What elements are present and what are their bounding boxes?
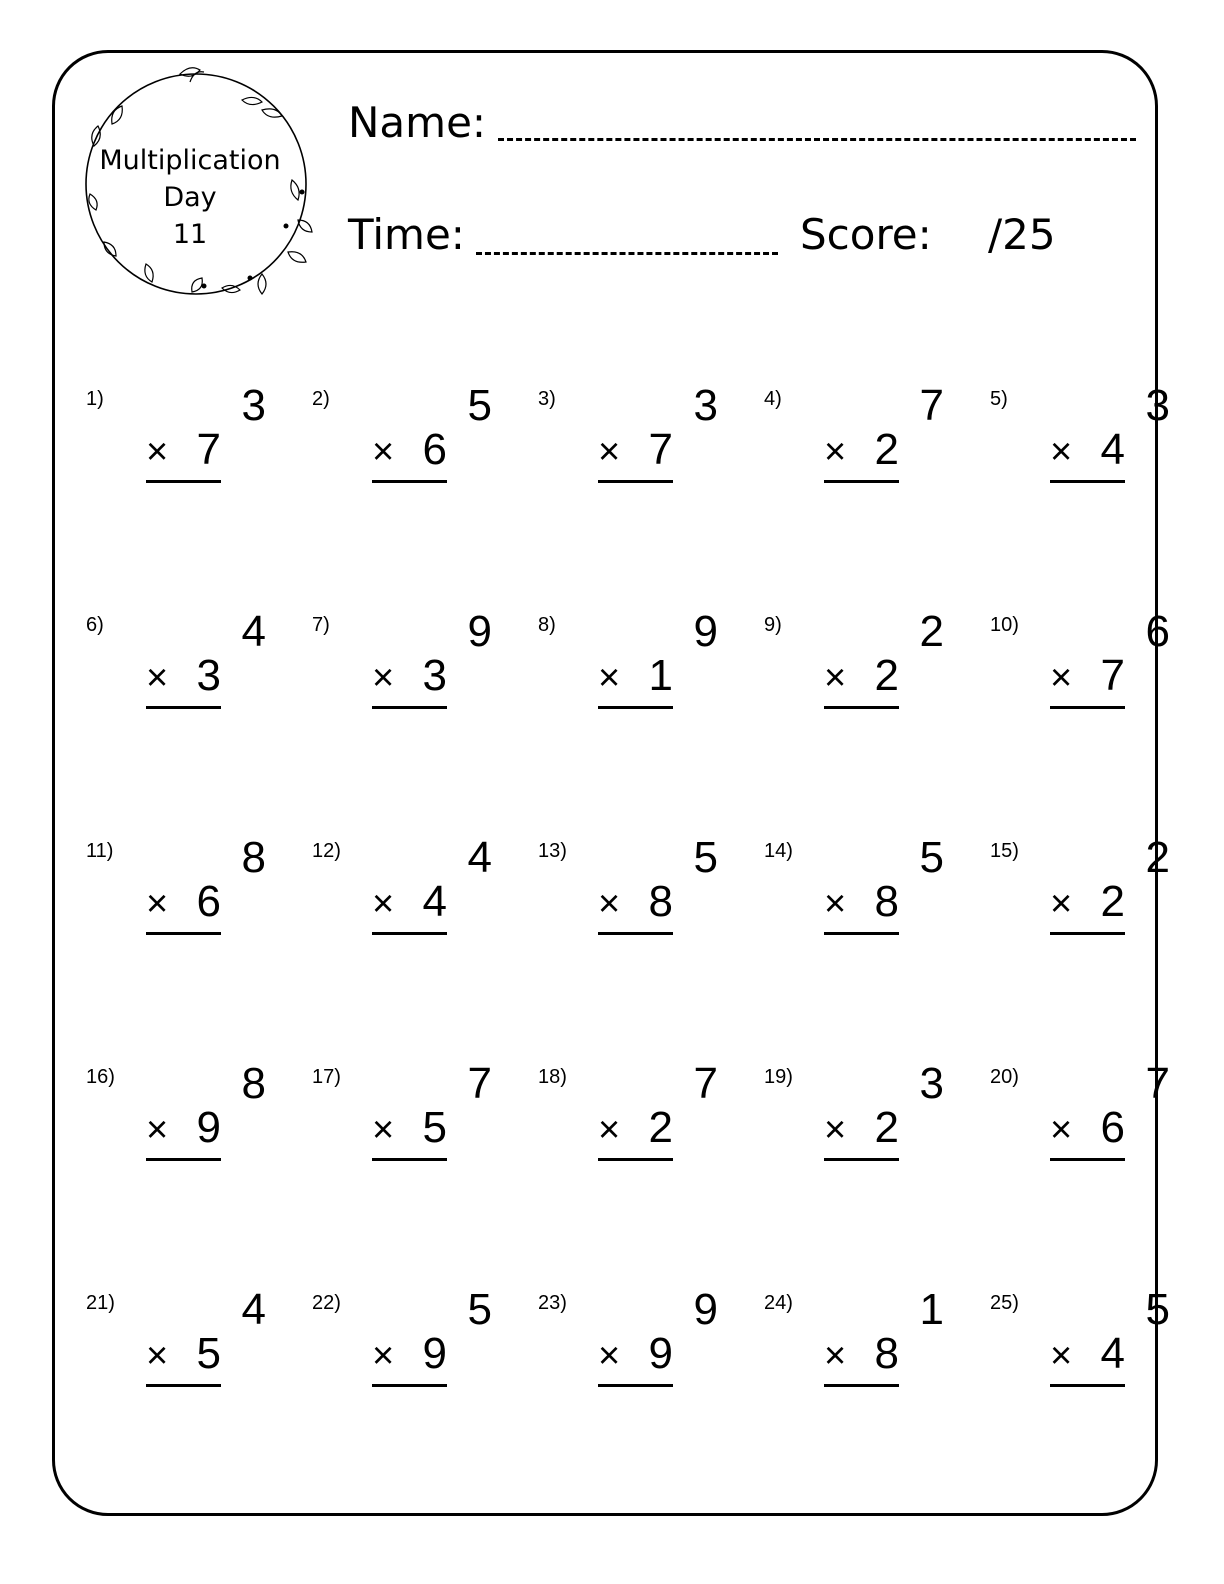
- problem-11: [86, 833, 312, 960]
- answer-line[interactable]: [598, 1158, 673, 1161]
- multiplicand: 7: [1145, 1059, 1170, 1108]
- times-icon: ×: [372, 1335, 395, 1377]
- answer-line[interactable]: [824, 1384, 899, 1387]
- problem-number: 5): [990, 388, 1008, 410]
- multiplicand: 9: [693, 1285, 718, 1334]
- times-icon: ×: [1050, 657, 1073, 699]
- multiplier: 2: [648, 1103, 673, 1152]
- times-icon: ×: [1050, 431, 1073, 473]
- badge-title: Multiplication: [99, 145, 281, 176]
- times-icon: ×: [598, 431, 621, 473]
- times-icon: ×: [372, 657, 395, 699]
- answer-line[interactable]: [598, 480, 673, 483]
- score-total: /25: [988, 210, 1056, 259]
- answer-line[interactable]: [1050, 1158, 1125, 1161]
- problem-5: [990, 381, 1216, 508]
- problem-number: 21): [86, 1292, 115, 1314]
- problem-number: 11): [86, 840, 114, 862]
- problem-16: [86, 1059, 312, 1186]
- multiplier: 2: [1100, 877, 1125, 926]
- times-icon: ×: [824, 883, 847, 925]
- multiplier: 9: [422, 1329, 447, 1378]
- problem-number: 12): [312, 840, 341, 862]
- times-icon: ×: [824, 431, 847, 473]
- problem-8: [538, 607, 764, 734]
- answer-line[interactable]: [146, 706, 221, 709]
- answer-line[interactable]: [598, 706, 673, 709]
- problem-number: 8): [538, 614, 556, 636]
- problem-1: [86, 381, 312, 508]
- problem-19: [764, 1059, 990, 1186]
- problem-20: [990, 1059, 1216, 1186]
- badge-day-label: Day: [163, 182, 217, 213]
- problem-17: [312, 1059, 538, 1186]
- problem-number: 17): [312, 1066, 341, 1088]
- problem-number: 6): [86, 614, 104, 636]
- answer-line[interactable]: [824, 1158, 899, 1161]
- times-icon: ×: [598, 1335, 621, 1377]
- multiplicand: 8: [241, 833, 266, 882]
- time-label: Time:: [348, 210, 465, 259]
- multiplicand: 2: [919, 607, 944, 656]
- problem-number: 23): [538, 1292, 567, 1314]
- multiplier: 1: [648, 651, 673, 700]
- multiplicand: 5: [693, 833, 718, 882]
- times-icon: ×: [146, 657, 169, 699]
- times-icon: ×: [824, 1335, 847, 1377]
- multiplier: 2: [874, 425, 899, 474]
- times-icon: ×: [372, 431, 395, 473]
- problem-number: 15): [990, 840, 1019, 862]
- problem-number: 1): [86, 388, 104, 410]
- multiplier: 5: [196, 1329, 221, 1378]
- problem-24: [764, 1285, 990, 1412]
- multiplier: 6: [1100, 1103, 1125, 1152]
- multiplicand: 1: [919, 1285, 944, 1334]
- multiplier: 6: [422, 425, 447, 474]
- problem-6: [86, 607, 312, 734]
- multiplicand: 9: [693, 607, 718, 656]
- problem-number: 19): [764, 1066, 793, 1088]
- multiplier: 2: [874, 651, 899, 700]
- multiplier: 3: [422, 651, 447, 700]
- problem-7: [312, 607, 538, 734]
- problem-number: 14): [764, 840, 793, 862]
- times-icon: ×: [598, 883, 621, 925]
- problem-2: [312, 381, 538, 508]
- problem-25: [990, 1285, 1216, 1412]
- multiplicand: 7: [919, 381, 944, 430]
- multiplicand: 3: [919, 1059, 944, 1108]
- problem-number: 13): [538, 840, 567, 862]
- problem-18: [538, 1059, 764, 1186]
- problem-number: 16): [86, 1066, 115, 1088]
- badge-day-number: 11: [172, 219, 208, 250]
- problem-number: 18): [538, 1066, 567, 1088]
- answer-line[interactable]: [372, 1384, 447, 1387]
- problem-13: [538, 833, 764, 960]
- multiplicand: 3: [1145, 381, 1170, 430]
- multiplicand: 4: [241, 607, 266, 656]
- answer-line[interactable]: [372, 706, 447, 709]
- multiplier: 8: [648, 877, 673, 926]
- problem-4: [764, 381, 990, 508]
- problem-21: [86, 1285, 312, 1412]
- multiplicand: 5: [467, 381, 492, 430]
- problem-number: 22): [312, 1292, 341, 1314]
- multiplier: 8: [874, 877, 899, 926]
- answer-line[interactable]: [1050, 706, 1125, 709]
- answer-line[interactable]: [372, 1158, 447, 1161]
- times-icon: ×: [1050, 1109, 1073, 1151]
- answer-line[interactable]: [598, 932, 673, 935]
- answer-line[interactable]: [146, 1158, 221, 1161]
- multiplier: 3: [196, 651, 221, 700]
- times-icon: ×: [146, 1335, 169, 1377]
- multiplier: 7: [1100, 651, 1125, 700]
- multiplier: 7: [648, 425, 673, 474]
- answer-line[interactable]: [824, 706, 899, 709]
- problem-9: [764, 607, 990, 734]
- multiplicand: 8: [241, 1059, 266, 1108]
- times-icon: ×: [598, 1109, 621, 1151]
- answer-line[interactable]: [1050, 1384, 1125, 1387]
- problem-10: [990, 607, 1216, 734]
- multiplicand: 6: [1145, 607, 1170, 656]
- times-icon: ×: [598, 657, 621, 699]
- problem-23: [538, 1285, 764, 1412]
- problem-number: 25): [990, 1292, 1019, 1314]
- multiplier: 4: [1100, 425, 1125, 474]
- times-icon: ×: [146, 883, 169, 925]
- times-icon: ×: [372, 1109, 395, 1151]
- answer-line[interactable]: [146, 480, 221, 483]
- times-icon: ×: [146, 1109, 169, 1151]
- multiplicand: 5: [1145, 1285, 1170, 1334]
- problem-number: 4): [764, 388, 782, 410]
- times-icon: ×: [146, 431, 169, 473]
- multiplicand: 9: [467, 607, 492, 656]
- answer-line[interactable]: [1050, 480, 1125, 483]
- problem-number: 24): [764, 1292, 793, 1314]
- multiplier: 4: [422, 877, 447, 926]
- answer-line[interactable]: [146, 1384, 221, 1387]
- times-icon: ×: [1050, 1335, 1073, 1377]
- multiplier: 4: [1100, 1329, 1125, 1378]
- multiplier: 7: [196, 425, 221, 474]
- answer-line[interactable]: [1050, 932, 1125, 935]
- answer-line[interactable]: [372, 932, 447, 935]
- problem-number: 3): [538, 388, 556, 410]
- multiplier: 8: [874, 1329, 899, 1378]
- problem-number: 10): [990, 614, 1019, 636]
- problem-number: 7): [312, 614, 330, 636]
- multiplicand: 3: [693, 381, 718, 430]
- multiplicand: 5: [919, 833, 944, 882]
- problem-12: [312, 833, 538, 960]
- multiplicand: 7: [693, 1059, 718, 1108]
- answer-line[interactable]: [372, 480, 447, 483]
- multiplier: 2: [874, 1103, 899, 1152]
- problem-number: 2): [312, 388, 330, 410]
- multiplicand: 7: [467, 1059, 492, 1108]
- problem-22: [312, 1285, 538, 1412]
- multiplier: 9: [648, 1329, 673, 1378]
- name-label: Name:: [348, 98, 487, 147]
- multiplicand: 4: [241, 1285, 266, 1334]
- problem-number: 9): [764, 614, 782, 636]
- answer-line[interactable]: [598, 1384, 673, 1387]
- answer-line[interactable]: [824, 932, 899, 935]
- multiplicand: 3: [241, 381, 266, 430]
- multiplicand: 5: [467, 1285, 492, 1334]
- score-label: Score:: [800, 210, 932, 259]
- multiplier: 6: [196, 877, 221, 926]
- problem-number: 20): [990, 1066, 1019, 1088]
- answer-line[interactable]: [824, 480, 899, 483]
- times-icon: ×: [1050, 883, 1073, 925]
- multiplicand: 2: [1145, 833, 1170, 882]
- answer-line[interactable]: [146, 932, 221, 935]
- multiplier: 5: [422, 1103, 447, 1152]
- times-icon: ×: [372, 883, 395, 925]
- multiplicand: 4: [467, 833, 492, 882]
- problem-14: [764, 833, 990, 960]
- problem-15: [990, 833, 1216, 960]
- times-icon: ×: [824, 1109, 847, 1151]
- multiplier: 9: [196, 1103, 221, 1152]
- times-icon: ×: [824, 657, 847, 699]
- problem-3: [538, 381, 764, 508]
